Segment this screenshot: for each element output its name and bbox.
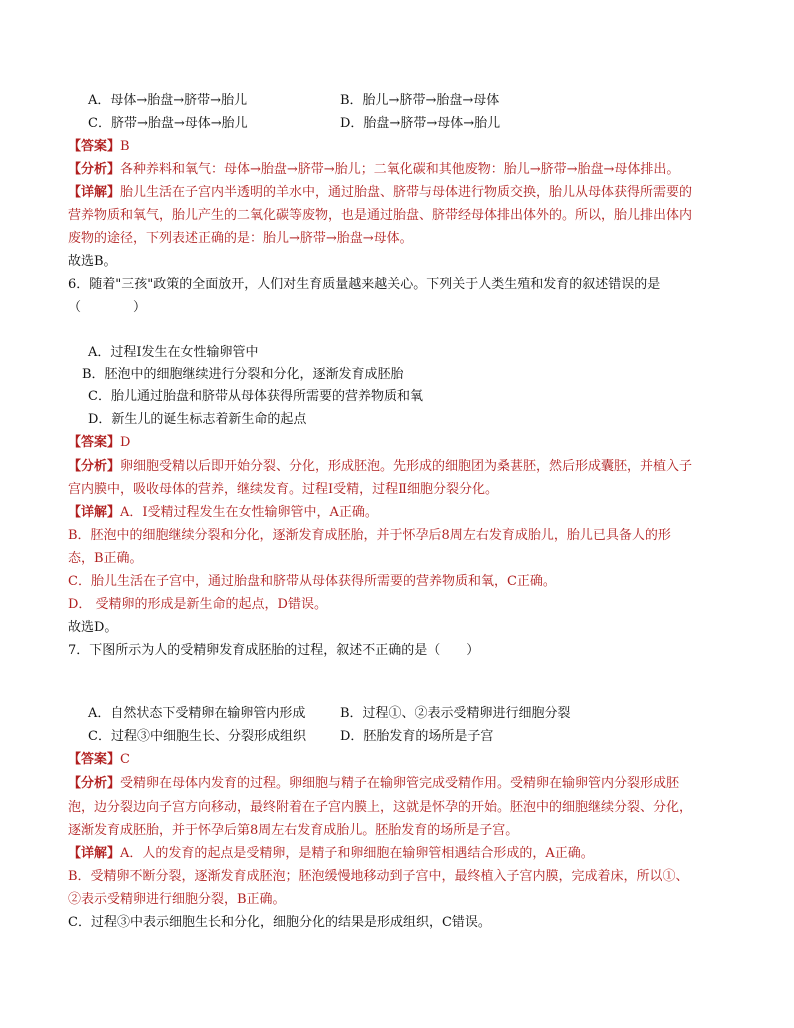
detail-text: A．Ⅰ受精过程发生在女性输卵管中，A正确。 — [120, 505, 378, 520]
analysis-tag: 【分析】 — [68, 776, 121, 791]
detail-text: A．人的发育的起点是受精卵，是精子和卵细胞在输卵管相遇结合形成的，A正确。 — [120, 846, 594, 861]
q6-option-d: D．新生儿的诞生标志着新生命的起点 — [88, 412, 307, 427]
answer-value: D — [120, 435, 131, 450]
answer-tag: 【答案】 — [68, 139, 121, 154]
q6-detail-d: D． 受精卵的形成是新生命的起点，D错误。 — [68, 597, 327, 612]
q6-option-b: B．胚泡中的细胞继续进行分裂和分化，逐渐发育成胚胎 — [82, 367, 404, 382]
answer-value: B — [120, 139, 130, 154]
q6-option-c: C．胎儿通过胎盘和脐带从母体获得所需要的营养物质和氧 — [88, 389, 423, 404]
q6-analysis-line-1 — [68, 458, 692, 476]
q5-answer — [68, 138, 130, 156]
q5-conclusion: 故选B。 — [68, 254, 117, 269]
q7-answer — [68, 751, 130, 769]
answer-value: C — [120, 752, 130, 767]
detail-text: 胎儿生活在子宫内半透明的羊水中，通过胎盘、脐带与母体进行物质交换，胎儿从母体获得所需要的 — [120, 185, 693, 200]
q5-option-d: D．胎盘→脐带→母体→胎儿 — [340, 116, 501, 131]
q6-stem-line-1: 6．随着"三孩"政策的全面放开，人们对生育质量越来越关心。下列关于人类生殖和发育的叙述错误的是 — [68, 277, 661, 292]
q7-detail-b-line-1: B．受精卵不断分裂，逐渐发育成胚泡；胚泡缓慢地移动到子宫中，最终植入子宫内膜，完成着床，所以①、 — [68, 869, 689, 884]
q6-stem-line-2: （ ） — [68, 300, 147, 315]
q6-answer — [68, 434, 130, 452]
q7-analysis-line-1 — [68, 775, 679, 793]
q7-analysis-line-2: 泡，边分裂边向子宫方向移动，最终附着在子宫内膜上，这就是怀孕的开始。胚泡中的细胞继续分裂、分化， — [68, 800, 693, 815]
q7-option-d: D．胚胎发育的场所是子宫 — [340, 729, 494, 744]
q5-analysis — [68, 161, 679, 179]
q7-analysis-line-3: 逐渐发育成胚胎，并于怀孕后第8周左右发育成胎儿。胚胎发育的场所是子宫。 — [68, 823, 519, 838]
q7-option-b: B．过程①、②表示受精卵进行细胞分裂 — [340, 706, 571, 721]
q7-detail-c: C．过程③中表示细胞生长和分化，细胞分化的结果是形成组织，C错误。 — [68, 915, 491, 930]
q5-detail-line-3: 废物的途径，下列表述正确的是：胎儿→脐带→胎盘→母体。 — [68, 231, 413, 246]
q7-stem: 7．下图所示为人的受精卵发育成胚胎的过程，叙述不正确的是（ ） — [68, 643, 480, 658]
q6-detail-c: C．胎儿生活在子宫中，通过胎盘和脐带从母体获得所需要的营养物质和氧，C正确。 — [68, 574, 556, 589]
analysis-text: 各种养料和氧气：母体→胎盘→脐带→胎儿；二氧化碳和其他废物：胎儿→脐带→胎盘→母体排出。 — [120, 162, 680, 177]
answer-tag: 【答案】 — [68, 752, 121, 767]
q7-detail-b-line-2: ②表示受精卵进行细胞分裂，B正确。 — [68, 892, 286, 907]
q6-detail-a — [68, 504, 378, 522]
q5-detail-line-2: 营养物质和氧气，胎儿产生的二氧化碳等废物，也是通过胎盘、脐带经母体排出体外的。所以，胎儿排出体内 — [68, 208, 693, 223]
q6-option-a: A．过程Ⅰ发生在女性输卵管中 — [88, 345, 259, 360]
analysis-text: 受精卵在母体内发育的过程。卵细胞与精子在输卵管完成受精作用。受精卵在输卵管内分裂形成胚 — [120, 776, 680, 791]
analysis-tag: 【分析】 — [68, 459, 121, 474]
q5-detail-line-1 — [68, 184, 692, 202]
q7-detail-a — [68, 845, 594, 863]
q6-analysis-line-2: 宫内膜中，吸收母体的营养，继续发育。过程Ⅰ受精，过程Ⅱ细胞分裂分化。 — [68, 482, 498, 497]
q5-option-a: A．母体→胎盘→脐带→胎儿 — [88, 93, 248, 108]
q6-detail-b-line-2: 态，B正确。 — [68, 551, 143, 566]
detail-tag: 【详解】 — [68, 185, 121, 200]
q7-option-c: C．过程③中细胞生长、分裂形成组织 — [88, 729, 306, 744]
q7-option-a: A．自然状态下受精卵在输卵管内形成 — [88, 706, 306, 721]
detail-tag: 【详解】 — [68, 505, 121, 520]
q5-option-b: B．胎儿→脐带→胎盘→母体 — [340, 93, 500, 108]
q6-detail-b-line-1: B．胚泡中的细胞继续分裂和分化，逐渐发育成胚胎，并于怀孕后8周左右发育成胎儿，胎儿已具备人的形 — [68, 528, 671, 543]
q6-conclusion: 故选D。 — [68, 620, 118, 635]
answer-tag: 【答案】 — [68, 435, 121, 450]
analysis-tag: 【分析】 — [68, 162, 121, 177]
q5-option-c: C．脐带→胎盘→母体→胎儿 — [88, 116, 248, 131]
analysis-text: 卵细胞受精以后即开始分裂、分化，形成胚泡。先形成的细胞团为桑葚胚，然后形成囊胚，并植入子 — [120, 459, 693, 474]
detail-tag: 【详解】 — [68, 846, 121, 861]
